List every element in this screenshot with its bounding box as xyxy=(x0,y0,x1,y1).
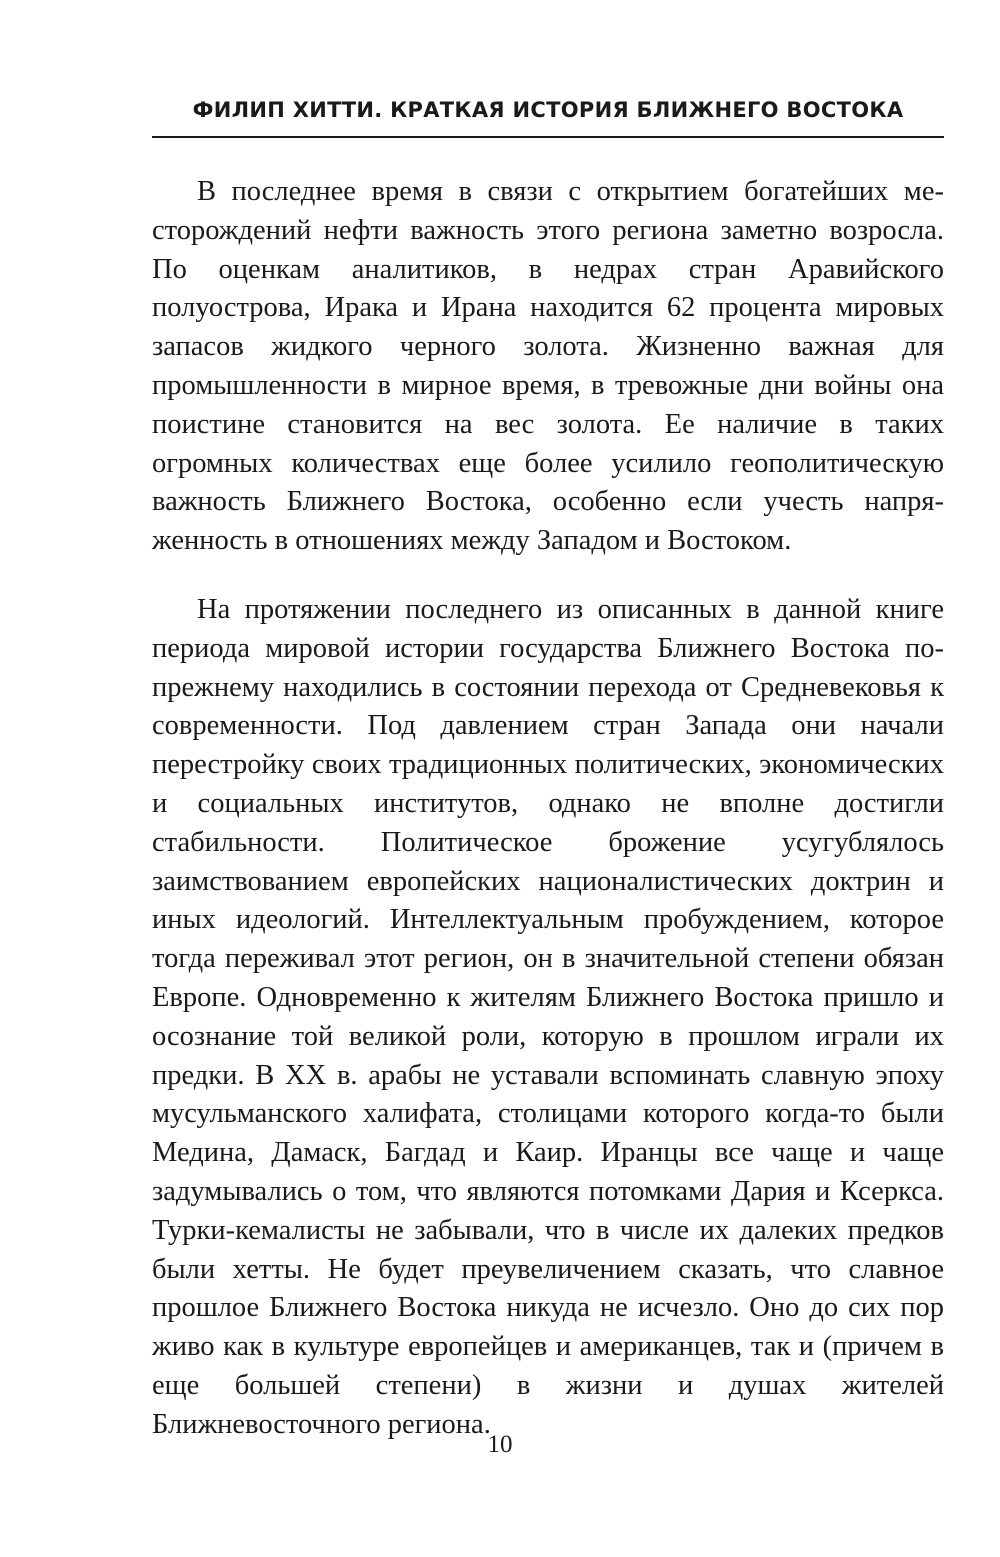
page-number: 10 xyxy=(487,1431,513,1458)
running-head-title: ФИЛИП ХИТТИ. КРАТКАЯ ИСТОРИЯ БЛИЖНЕГО ВОСТОКА xyxy=(192,98,904,122)
header-rule xyxy=(152,136,944,138)
paragraph-transition-modernity: На протяжении последнего из описанных в данной книге периода мировой истории государства Ближнего Востока по-прежнему находились в состоянии перехода от Средневековья к современности. Под давлением стран Запада они начали перестройку своих традиционных политических, экономических и социальных институтов, однако не вполне достигли стабильности. Политическое брожение усугублялось заимствованием европейских националистических доктрин и иных идеологий. Интеллектуальным пробуждением, которое тогда переживал этот регион, он в значительной степени обязан Европе. Одновременно к жителям Ближнего Востока пришло и осознание той великой роли, которую в прошлом играли их предки. В XX в. арабы не уставали вспоминать славную эпоху мусульманского халифата, столицами которого когда-то были Медина, Дамаск, Багдад и Каир. Иранцы все чаще и чаще задумывались о том, что являются потомками Дария и Ксеркса. Турки-кемалисты не забывали, что в числе их далеких предков были хетты. Не будет преувеличением сказать, что славное прошлое Ближнего Востока никуда не исчезло. Оно до сих пор живо как в культуре европейцев и американцев, так и (причем в еще большей степени) в жизни и душах жителей Ближневосточного региона. xyxy=(152,594,944,1440)
paragraph-oil-importance: В последнее время в связи с открытием богатейших месторождений нефти важность этого региона заметно возросла. По оценкам аналитиков, в недрах стран Аравийского полуострова, Ирака и Ирана находится 62 процента мировых запасов жидкого черного золота. Жизненно важная для промышленности в мирное время, в тревожные дни войны она поистине становится на вес золота. Ее наличие в таких огромных количествах еще более усилило геополитическую важность Ближнего Востока, особенно если учесть напряженность в отношениях между Западом и Востоком. xyxy=(152,176,944,557)
